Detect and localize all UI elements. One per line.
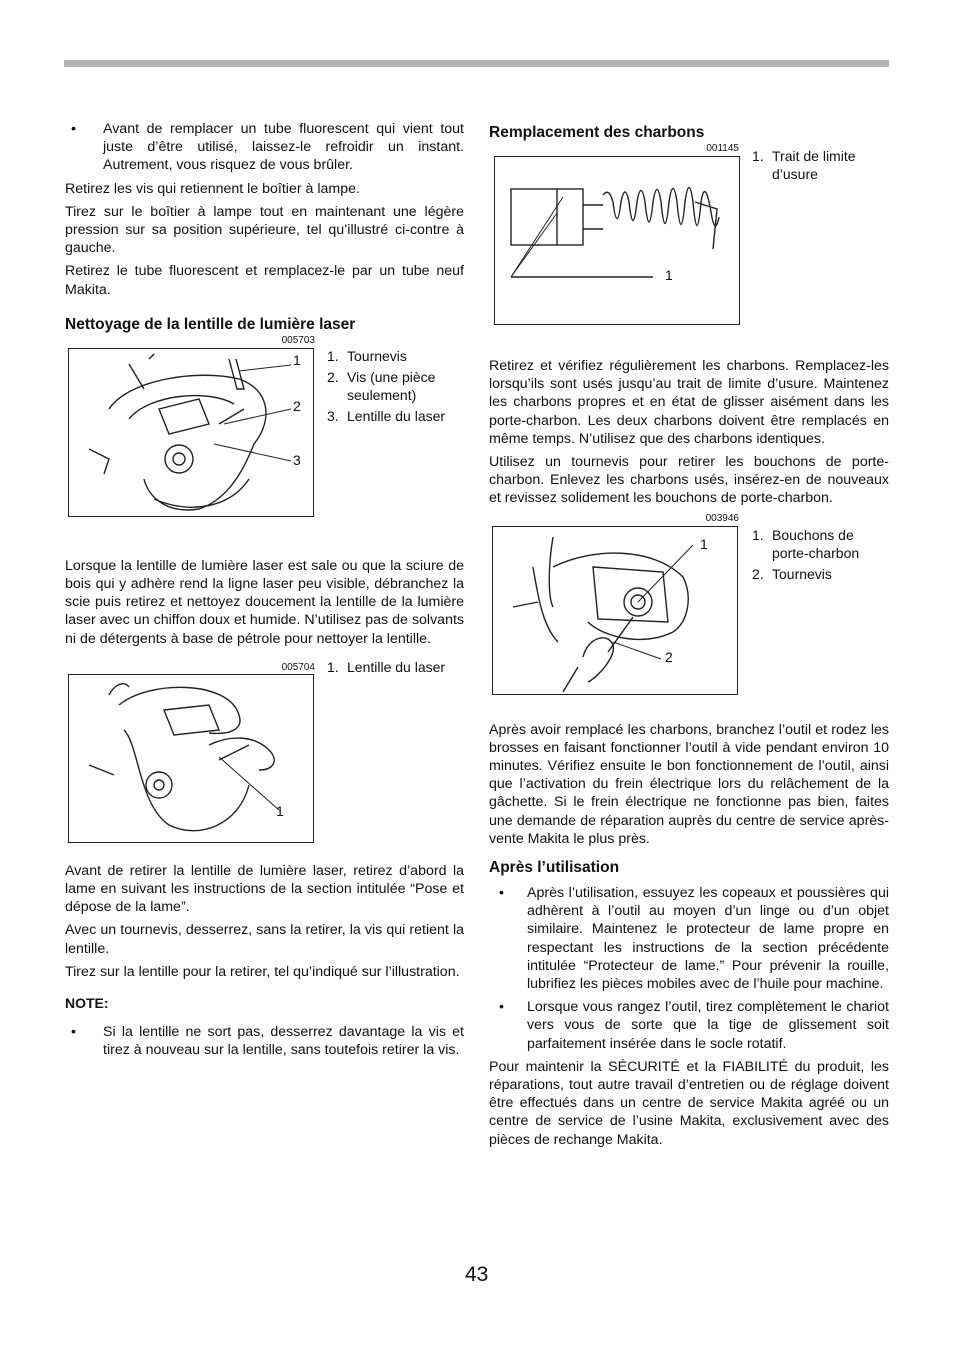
carbon-brush-figure [494,156,740,325]
paragraph: Tirez sur le boîtier à lampe tout en maintenant une légère pression sur sa position supérieure, tel qu’illustré ci-contre à gauche. [65,203,464,257]
paragraph: Retirez le tube fluorescent et remplacez-le par un tube neuf Makita. [65,263,464,298]
callout-2: 2 [665,648,673,665]
paragraph: Lorsque la lentille de lumière laser est sale ou que la sciure de bois qui y adhère rend la ligne laser peu visible, débranchez la scie puis retirez et nettoyez doucement la lentille de la lumière laser avec un chiffon doux et humide. N’utilisez pas de solvants ni de détergents à base de pétrole pour nettoyer la lentille. [65,557,464,647]
figure-legend [752,147,892,183]
callout-1: 1 [276,802,284,819]
figure-code: 003946 [705,512,739,524]
figure-row [65,347,464,527]
callout-1: 1 [700,535,708,552]
callout-1: 1 [665,267,673,283]
right-column [489,120,889,1154]
bullet-text: Après l’utilisation, essuyez les copeaux et poussières qui adhèrent à l’outil au moyen d’un linge ou d’un objet similaire. Maintenez le protecteur de lame propre en respectant les instructions de la section précédente intitulée “Protecteur de lame.” Pour prévenir la rouille, lubrifiez les pièces mobiles avec de l’huile pour machine. [527,885,889,993]
legend-item: 2. Vis (une pièce seulement) [327,368,436,403]
callout-1: 1 [293,351,301,368]
page-number: 43 [465,1263,489,1286]
figure-code: 005704 [281,661,315,673]
paragraph: Retirez et vérifiez régulièrement les charbons. Remplacez-les lorsqu’ils sont usés jusqu’au trait de limite d’usure. Maintenez les charbons propres et en état de glisser aisément dans les porte-charbon. Les deux charbons doivent être remplacés en même temps. N’utilisez que des charbons identiques. [489,358,889,447]
bullet-text: Lorsque vous rangez l’outil, tirez complètement le chariot vers vous de sorte que la tige de glissement soit parfaitement insérée dans le socle rotatif. [527,999,889,1052]
bullet-item: • Après l’utilisation, essuyez les copeaux et poussières qui adhèrent à l’outil au moyen d’un linge ou d’un objet similaire. Maintenez le protecteur de lame propre en respectant les instructions de la section précédente intitulée “Protecteur de lame.” Pour prévenir la rouille, lubrifiez les pièces mobiles avec de l’huile pour machine. [499,885,889,993]
bullet-text: Avant de remplacer un tube fluorescent qui vient tout juste d’être utilisé, laissez-le refroidir un instant. Autrement, vous risquez de vous brûler. [103,121,464,174]
callout-2: 2 [293,397,301,414]
figure-legend [327,658,467,676]
paragraph: Retirez les vis qui retiennent le boîtier à lampe. [65,180,360,197]
note-label: NOTE: [65,995,109,1012]
paragraph: Avant de retirer la lentille de lumière laser, retirez d’abord la lame en suivant les instructions de la section intitulée “Pose et dépose de la lame”. [65,862,464,916]
left-column [65,120,464,1064]
legend-item: 3. Lentille du laser [327,407,446,424]
section-heading: Remplacement des charbons [489,124,705,141]
paragraph: Tirez sur la lentille pour la retirer, tel qu’indiqué sur l’illustration. [65,963,460,980]
figure-legend [327,347,467,425]
bullet-item: • Lorsque vous rangez l’outil, tirez complètement le chariot vers vous de sorte que la tige de glissement soit parfaitement insérée dans le socle rotatif. [499,999,889,1052]
callout-3: 3 [293,451,301,468]
saw-illustration [69,349,313,516]
section-heading: Nettoyage de la lentille de lumière laser [65,315,356,333]
figure-row [489,525,889,721]
paragraph: Utilisez un tournevis pour retirer les bouchons de porte-charbon. Enlevez les charbons usés, insérez-en de nouveaux et revissez solidement les bouchons de porte-charbon. [489,454,889,507]
figure-code: 005703 [281,334,315,346]
paragraph: Après avoir remplacé les charbons, branchez l’outil et rodez les brosses en faisant fonctionner l’outil à vide pendant environ 10 minutes. Vérifiez ensuite le bon fonctionnement de l’outil, ainsi que l’activation du frein électrique lors du relâchement de la gâchette. Si le frein électrique ne fonctionne pas bien, faites une demande de réparation auprès du centre de service après-vente Makita le plus près. [489,721,889,847]
bullet-item: • Si la lentille ne sort pas, desserrez davantage la vis et tirez à nouveau sur la lentille, sans toutefois retirer la vis. [71,1024,464,1059]
legend-item: 1. Bouchons de porte-charbon [752,526,860,561]
legend-item: 1. Tournevis [327,347,407,364]
paragraph: Pour maintenir la SÉCURITÉ et la FIABILITÉ du produit, les réparations, tout autre travail d’entretien ou de réglage doivent être effectués dans un centre de service Makita agréé ou un centre de service de l’usine Makita, exclusivement avec des pièces de rechange Makita. [489,1058,889,1148]
paragraph: Avec un tournevis, desserrez, sans la retirer, la vis qui retient la lentille. [65,922,464,957]
legend-item: 2. Tournevis [752,565,832,582]
bullet-text: Si la lentille ne sort pas, desserrez davantage la vis et tirez à nouveau sur la lentille, sans toutefois retirer la vis. [103,1024,464,1059]
carbon-brush-illustration [495,157,739,324]
section-heading: Après l’utilisation [489,859,620,877]
figure-legend [752,526,892,583]
legend-item: 1. Lentille du laser [327,658,446,675]
bullet-item: • Avant de remplacer un tube fluorescent qui vient tout juste d’être utilisé, laissez-le refroidir un instant. Autrement, vous risquez de vous brûler. [71,121,464,174]
laser-lens-screwdriver-figure [68,348,314,517]
header-rule [64,60,889,67]
figure-code: 001145 [706,143,739,154]
legend-item: 1. Trait de limite d’usure [752,148,856,182]
